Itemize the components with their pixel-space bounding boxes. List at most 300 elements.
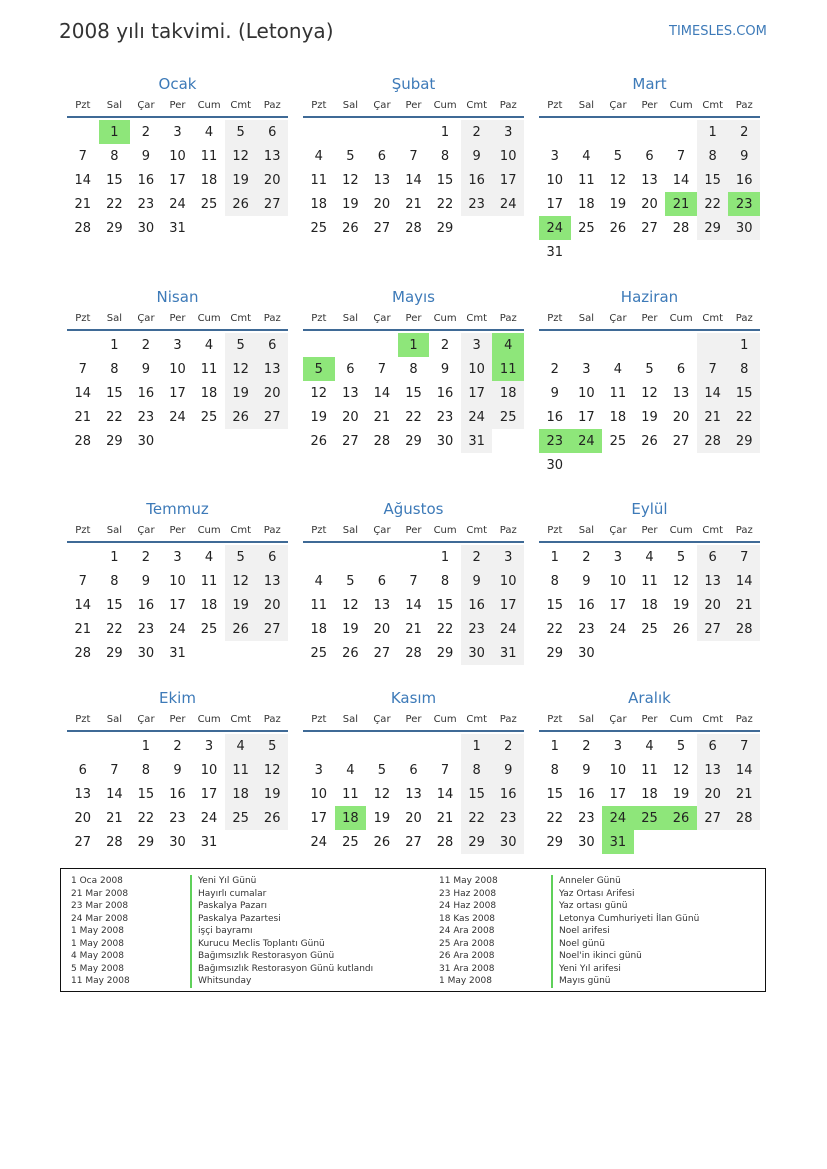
legend-date: 24 Mar 2008 — [71, 913, 129, 924]
day-cell: 15 — [546, 786, 564, 802]
day-cell: 16 — [137, 597, 155, 613]
day-cell: 1 — [440, 549, 450, 565]
day-cell: 12 — [225, 357, 257, 381]
legend-holiday-name: Noel günü — [551, 938, 699, 951]
day-cell: 1 — [550, 549, 559, 565]
day-cell: 1 — [728, 333, 760, 357]
legend-date: 11 May 2008 — [71, 976, 130, 986]
day-cell: 4 — [346, 762, 355, 778]
day-cell: 19 — [225, 381, 257, 405]
legend-date: 23 Haz 2008 — [439, 888, 497, 899]
day-grid — [539, 120, 760, 264]
empty-cell — [602, 120, 634, 144]
month-name: Ağustos — [383, 500, 444, 518]
day-cell: 28 — [74, 645, 92, 661]
empty-cell — [665, 120, 697, 144]
day-cell: 14 — [373, 385, 391, 401]
day-cell: 24 — [492, 192, 524, 216]
day-cell: 7 — [409, 573, 418, 589]
weekday-label: Çar — [609, 99, 627, 111]
day-cell: 26 — [225, 617, 257, 641]
day-cell: 13 — [342, 385, 359, 401]
weekday-header — [539, 94, 760, 118]
empty-cell — [602, 240, 634, 264]
day-cell: 1 — [461, 734, 493, 758]
day-cell: 5 — [377, 762, 387, 778]
day-cell: 26 — [665, 806, 697, 830]
day-cell: 26 — [225, 405, 257, 429]
day-cell: 2 — [440, 337, 450, 353]
day-cell: 17 — [492, 593, 524, 617]
weekday-header — [67, 708, 288, 732]
day-cell: 22 — [461, 806, 493, 830]
empty-cell — [665, 830, 697, 854]
day-cell: 3 — [613, 738, 623, 754]
day-cell: 27 — [405, 834, 422, 850]
day-cell: 19 — [225, 593, 257, 617]
legend-names-left — [190, 875, 373, 988]
empty-cell — [697, 641, 729, 665]
day-cell: 15 — [728, 381, 760, 405]
day-cell: 1 — [99, 120, 131, 144]
day-cell: 26 — [342, 220, 359, 236]
day-cell: 30 — [492, 830, 524, 854]
day-cell: 4 — [492, 333, 524, 357]
day-cell: 14 — [405, 172, 422, 188]
day-cell: 9 — [141, 361, 151, 377]
weekday-label: Cum — [197, 99, 221, 111]
weekday-label: Cmt — [466, 524, 487, 536]
day-cell: 26 — [609, 220, 627, 236]
weekday-label: Per — [169, 99, 186, 111]
day-cell: 25 — [310, 220, 328, 236]
day-cell: 16 — [137, 172, 155, 188]
day-cell: 7 — [440, 762, 450, 778]
empty-cell — [225, 429, 257, 453]
empty-cell — [303, 333, 335, 357]
empty-cell — [728, 830, 760, 854]
day-cell: 22 — [106, 409, 123, 425]
day-cell: 22 — [137, 810, 155, 826]
weekday-label: Paz — [735, 713, 753, 725]
day-cell: 24 — [571, 429, 603, 453]
weekday-label: Çar — [609, 312, 627, 324]
day-cell: 21 — [74, 409, 92, 425]
month-7 — [303, 499, 524, 665]
day-cell: 23 — [137, 196, 155, 212]
weekday-label: Sal — [106, 524, 122, 536]
weekday-label: Per — [405, 524, 422, 536]
day-cell: 17 — [169, 385, 186, 401]
empty-cell — [398, 734, 430, 758]
weekday-label: Sal — [106, 713, 122, 725]
day-cell: 7 — [78, 361, 87, 377]
legend-date: 18 Kas 2008 — [439, 913, 496, 924]
empty-cell — [303, 545, 335, 569]
day-cell: 14 — [74, 385, 92, 401]
day-cell: 3 — [173, 124, 182, 140]
day-cell: 24 — [461, 405, 493, 429]
empty-cell — [571, 120, 603, 144]
weekday-header — [67, 94, 288, 118]
day-cell: 20 — [373, 196, 391, 212]
day-cell: 23 — [137, 409, 155, 425]
day-cell: 10 — [546, 172, 564, 188]
day-cell: 26 — [225, 192, 257, 216]
empty-cell — [225, 830, 257, 854]
month-6 — [67, 499, 288, 665]
month-4 — [303, 287, 524, 453]
day-cell: 9 — [141, 148, 151, 164]
day-grid — [67, 734, 288, 854]
day-cell: 8 — [550, 573, 559, 589]
day-cell: 11 — [492, 357, 524, 381]
day-cell: 18 — [200, 172, 218, 188]
day-cell: 31 — [169, 220, 186, 236]
day-cell: 18 — [492, 381, 524, 405]
month-name: Mart — [632, 75, 667, 93]
day-cell: 26 — [672, 621, 690, 637]
legend-date: 31 Ara 2008 — [439, 963, 495, 974]
weekday-label: Sal — [342, 524, 358, 536]
empty-cell — [697, 453, 729, 477]
empty-cell — [634, 120, 666, 144]
day-cell: 27 — [256, 617, 288, 641]
empty-cell — [398, 120, 430, 144]
day-cell: 9 — [550, 385, 559, 401]
day-cell: 16 — [169, 786, 186, 802]
day-cell: 9 — [440, 361, 450, 377]
weekday-label: Paz — [499, 312, 517, 324]
weekday-label: Cum — [669, 99, 693, 111]
weekday-label: Paz — [499, 99, 517, 111]
day-cell: 19 — [342, 196, 359, 212]
day-cell: 17 — [609, 597, 627, 613]
weekday-header — [539, 307, 760, 331]
month-2 — [539, 74, 760, 264]
day-cell: 24 — [169, 196, 186, 212]
brand-link[interactable]: TIMESLES.COM — [669, 24, 767, 39]
weekday-label: Pzt — [547, 713, 563, 725]
day-cell: 26 — [310, 433, 328, 449]
day-cell: 22 — [436, 196, 454, 212]
day-cell: 28 — [436, 834, 454, 850]
weekday-label: Çar — [137, 312, 155, 324]
weekday-label: Paz — [499, 713, 517, 725]
day-cell: 25 — [310, 645, 328, 661]
empty-cell — [697, 240, 729, 264]
day-cell: 4 — [314, 148, 323, 164]
day-cell: 13 — [641, 172, 658, 188]
day-cell: 28 — [373, 433, 391, 449]
day-cell: 27 — [697, 617, 729, 641]
empty-cell — [492, 429, 524, 453]
day-cell: 18 — [578, 196, 595, 212]
empty-cell — [67, 734, 99, 758]
day-cell: 17 — [546, 196, 564, 212]
day-cell: 30 — [137, 220, 155, 236]
day-cell: 16 — [461, 168, 493, 192]
day-cell: 14 — [697, 381, 729, 405]
legend-date: 11 May 2008 — [439, 876, 498, 886]
day-cell: 2 — [141, 124, 151, 140]
day-cell: 29 — [405, 433, 422, 449]
legend-date: 1 Oca 2008 — [71, 876, 123, 886]
legend-date: 1 May 2008 — [71, 938, 124, 949]
day-cell: 30 — [137, 645, 155, 661]
weekday-label: Pzt — [311, 713, 327, 725]
day-cell: 10 — [492, 144, 524, 168]
empty-cell — [429, 734, 461, 758]
month-name: Haziran — [620, 288, 679, 306]
weekday-label: Cmt — [466, 713, 487, 725]
day-cell: 13 — [74, 786, 92, 802]
day-cell: 14 — [74, 172, 92, 188]
day-cell: 15 — [106, 172, 123, 188]
empty-cell — [303, 734, 335, 758]
weekday-header — [67, 307, 288, 331]
day-cell: 21 — [665, 192, 697, 216]
day-grid — [539, 734, 760, 854]
month-8 — [539, 499, 760, 665]
day-cell: 3 — [461, 333, 493, 357]
day-cell: 24 — [169, 621, 186, 637]
weekday-label: Çar — [373, 99, 391, 111]
legend-holiday-name: Yaz ortası günü — [551, 900, 699, 913]
day-cell: 9 — [461, 569, 493, 593]
day-cell: 3 — [204, 738, 214, 754]
legend-date: 5 May 2008 — [71, 963, 124, 974]
day-cell: 2 — [141, 337, 151, 353]
day-cell: 12 — [342, 172, 359, 188]
day-cell: 23 — [539, 429, 571, 453]
day-cell: 23 — [728, 192, 760, 216]
empty-cell — [366, 545, 398, 569]
day-cell: 1 — [697, 120, 729, 144]
day-cell: 20 — [256, 168, 288, 192]
day-cell: 17 — [492, 168, 524, 192]
day-cell: 20 — [342, 409, 359, 425]
weekday-label: Cmt — [230, 713, 251, 725]
day-cell: 20 — [697, 593, 729, 617]
day-cell: 25 — [200, 409, 218, 425]
day-cell: 22 — [546, 621, 564, 637]
day-cell: 12 — [373, 786, 391, 802]
day-cell: 13 — [256, 357, 288, 381]
day-cell: 29 — [106, 433, 123, 449]
month-name: Ekim — [159, 689, 196, 707]
weekday-label: Cmt — [230, 524, 251, 536]
weekday-label: Paz — [263, 524, 281, 536]
month-name: Aralık — [628, 689, 671, 707]
day-cell: 6 — [676, 361, 686, 377]
day-grid — [539, 333, 760, 477]
day-cell: 17 — [310, 810, 328, 826]
day-cell: 7 — [78, 148, 87, 164]
day-cell: 6 — [377, 573, 387, 589]
day-cell: 23 — [137, 621, 155, 637]
day-cell: 31 — [492, 641, 524, 665]
weekday-label: Cmt — [466, 99, 487, 111]
day-cell: 5 — [645, 361, 654, 377]
empty-cell — [461, 216, 493, 240]
legend-date: 4 May 2008 — [71, 951, 124, 961]
day-cell: 29 — [697, 216, 729, 240]
day-cell: 25 — [200, 196, 218, 212]
day-cell: 17 — [169, 597, 186, 613]
day-cell: 24 — [200, 810, 218, 826]
empty-cell — [256, 216, 288, 240]
weekday-label: Sal — [106, 312, 122, 324]
day-cell: 15 — [436, 172, 454, 188]
weekday-label: Cum — [669, 524, 693, 536]
day-cell: 5 — [613, 148, 623, 164]
day-cell: 23 — [461, 192, 493, 216]
day-cell: 18 — [200, 385, 218, 401]
weekday-header — [303, 519, 524, 543]
day-cell: 23 — [578, 621, 595, 637]
weekday-label: Sal — [578, 524, 594, 536]
weekday-label: Pzt — [75, 524, 91, 536]
day-cell: 6 — [256, 333, 288, 357]
day-cell: 12 — [342, 597, 359, 613]
day-cell: 3 — [173, 549, 182, 565]
day-cell: 27 — [74, 834, 92, 850]
day-cell: 9 — [461, 144, 493, 168]
day-cell: 19 — [310, 409, 328, 425]
day-cell: 11 — [310, 597, 328, 613]
day-cell: 24 — [492, 617, 524, 641]
day-cell: 2 — [550, 361, 559, 377]
day-cell: 16 — [137, 385, 155, 401]
day-cell: 8 — [440, 573, 450, 589]
day-cell: 29 — [106, 645, 123, 661]
day-cell: 21 — [106, 810, 123, 826]
day-cell: 7 — [728, 545, 760, 569]
day-cell: 13 — [373, 597, 391, 613]
empty-cell — [539, 333, 571, 357]
day-cell: 30 — [461, 641, 493, 665]
day-cell: 24 — [539, 216, 571, 240]
holiday-legend — [60, 868, 766, 992]
day-cell: 5 — [225, 120, 257, 144]
legend-holiday-name: işçi bayramı — [190, 925, 373, 938]
empty-cell — [67, 545, 99, 569]
day-cell: 2 — [728, 120, 760, 144]
empty-cell — [602, 333, 634, 357]
legend-date: 1 May 2008 — [71, 926, 124, 936]
day-cell: 8 — [409, 361, 418, 377]
day-cell: 14 — [74, 597, 92, 613]
day-cell: 9 — [173, 762, 182, 778]
weekday-label: Pzt — [75, 312, 91, 324]
day-cell: 30 — [546, 457, 564, 473]
day-grid — [67, 120, 288, 240]
day-cell: 24 — [602, 806, 634, 830]
day-cell: 2 — [461, 120, 493, 144]
weekday-label: Paz — [263, 312, 281, 324]
weekday-label: Cum — [669, 713, 693, 725]
day-cell: 6 — [645, 148, 654, 164]
day-cell: 8 — [110, 573, 119, 589]
day-cell: 7 — [409, 148, 418, 164]
empty-cell — [256, 429, 288, 453]
day-cell: 6 — [409, 762, 418, 778]
day-cell: 22 — [436, 621, 454, 637]
legend-holiday-name: Anneler Günü — [551, 875, 699, 888]
day-cell: 28 — [728, 806, 760, 830]
legend-holiday-name: Yaz Ortası Arifesi — [551, 888, 699, 901]
legend-dates-right — [439, 875, 498, 988]
weekday-label: Cmt — [702, 99, 723, 111]
weekday-label: Sal — [342, 713, 358, 725]
day-cell: 27 — [697, 806, 729, 830]
empty-cell — [665, 240, 697, 264]
day-cell: 11 — [578, 172, 595, 188]
weekday-label: Per — [641, 312, 658, 324]
day-cell: 13 — [697, 569, 729, 593]
day-cell: 15 — [106, 597, 123, 613]
month-0 — [67, 74, 288, 240]
day-grid — [539, 545, 760, 665]
day-cell: 3 — [314, 762, 323, 778]
weekday-header — [303, 708, 524, 732]
legend-holiday-name: Whitsunday — [190, 975, 373, 988]
day-cell: 29 — [546, 834, 564, 850]
weekday-label: Pzt — [75, 99, 91, 111]
day-cell: 27 — [256, 405, 288, 429]
day-cell: 25 — [492, 405, 524, 429]
day-cell: 29 — [436, 645, 454, 661]
day-cell: 28 — [106, 834, 123, 850]
day-cell: 30 — [578, 645, 595, 661]
day-cell: 27 — [342, 433, 359, 449]
empty-cell — [571, 240, 603, 264]
day-cell: 1 — [110, 337, 119, 353]
day-cell: 25 — [578, 220, 595, 236]
weekday-header — [303, 307, 524, 331]
month-name: Ocak — [158, 75, 197, 93]
empty-cell — [697, 830, 729, 854]
weekday-label: Per — [169, 713, 186, 725]
weekday-label: Paz — [735, 312, 753, 324]
day-cell: 26 — [256, 806, 288, 830]
legend-holiday-name: Letonya Cumhuriyeti İlan Günü — [551, 913, 699, 926]
legend-date: 24 Haz 2008 — [439, 901, 497, 911]
day-cell: 3 — [613, 549, 623, 565]
empty-cell — [256, 641, 288, 665]
legend-holiday-name: Bağımsızlık Restorasyon Günü kutlandı — [190, 963, 373, 976]
day-cell: 22 — [546, 810, 564, 826]
day-cell: 2 — [173, 738, 182, 754]
day-cell: 18 — [335, 806, 367, 830]
day-cell: 21 — [436, 810, 454, 826]
legend-holiday-name: Noel'in ikinci günü — [551, 950, 699, 963]
empty-cell — [602, 453, 634, 477]
day-cell: 22 — [405, 409, 422, 425]
day-grid — [67, 333, 288, 453]
weekday-label: Pzt — [311, 312, 327, 324]
day-cell: 12 — [256, 758, 288, 782]
day-cell: 16 — [578, 786, 595, 802]
day-cell: 18 — [641, 597, 658, 613]
day-cell: 30 — [578, 834, 595, 850]
empty-cell — [571, 333, 603, 357]
empty-cell — [335, 734, 367, 758]
day-cell: 4 — [613, 361, 623, 377]
empty-cell — [539, 120, 571, 144]
day-cell: 14 — [405, 597, 422, 613]
